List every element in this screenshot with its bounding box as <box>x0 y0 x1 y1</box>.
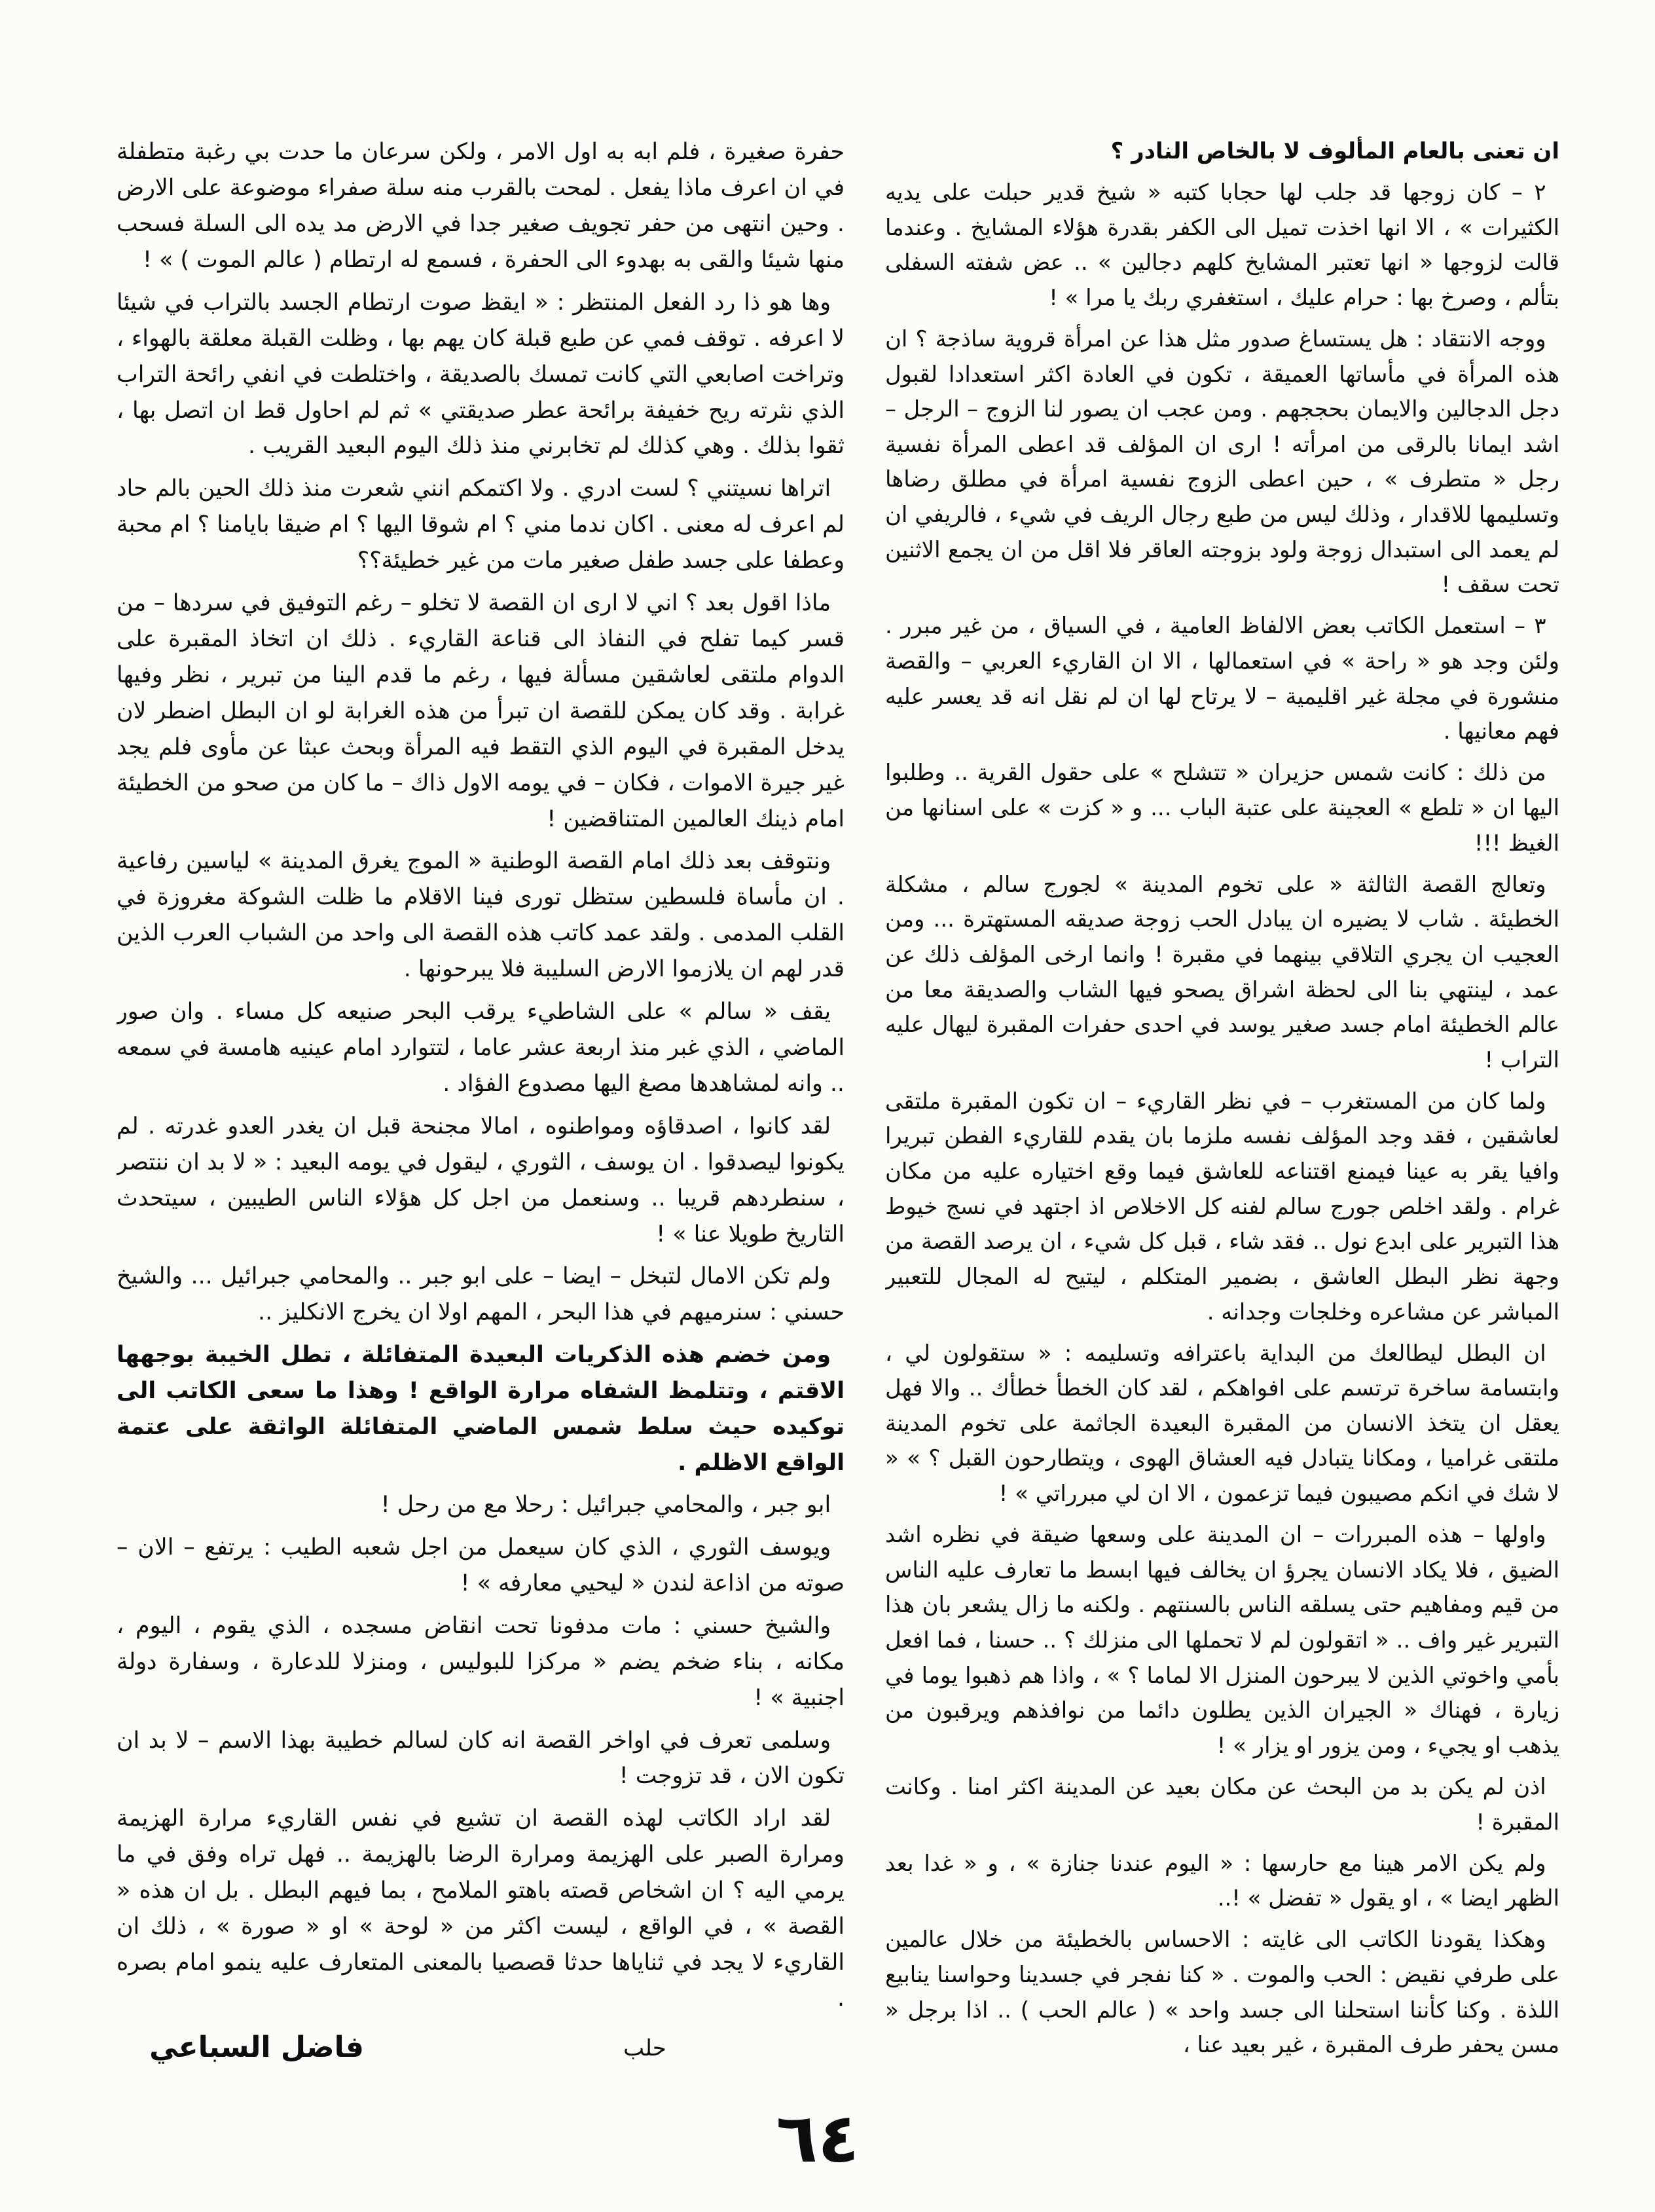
right-column <box>885 134 1559 2069</box>
paragraph: ولم تكن الامال لتبخل – ايضا – على ابو جبر .. والمحامي جبرائيل ... والشيخ حسني : سنرميهم في هذا البحر ، المهم اولا ان يخرج الانكليز .. <box>117 1263 845 1326</box>
signature-city: حلب <box>623 2035 666 2061</box>
left-column <box>117 134 845 2023</box>
paragraph: اتراها نسيتني ؟ لست ادري . ولا اكتمكم انني شعرت منذ ذلك الحين بالم حاد لم اعرف له معنى . اكان ندما مني ؟ ام شوقا اليها ؟ ام ضيقا بايامنا ؟ ام محبة وعطفا على جسد طفل صغير مات من غير خطيئة؟؟ <box>117 475 845 574</box>
paragraph: ابو جبر ، والمحامي جبرائيل : رحلا مع من رحل ! <box>380 1492 831 1519</box>
paragraph: وهكذا يقودنا الكاتب الى غايته : الاحساس بالخطيئة من خلال عالمين على طرفي نقيض : الحب والموت . « كنا نفجر في جسدينا وحواسنا ينابيع اللذة . وكنا كأننا استحلنا الى جسد واحد » ( عالم الحب ) .. اذا برجل « مسن يحفر طرف المقبرة ، غير بعيد عنا ، <box>885 1927 1559 2059</box>
paragraph: ولم يكن الامر هينا مع حارسها : « اليوم عندنا جنازة » ، و « غدا بعد الظهر ايضا » ، او يقول « تفضل » !.. <box>885 1851 1559 1912</box>
paragraph: لقد كانوا ، اصدقاؤه ومواطنوه ، امالا مجنحة قبل ان يغدر العدو غدرته . لم يكونوا ليصدقوا . ان يوسف ، الثوري ، ليقول في يومه البعيد : « لا بد ان ننتصر ، سنطردهم قريبا .. وسنعمل من اجل كل هؤلاء الناس الطيبين ، سيتحدث التاريخ طويلا عنا » ! <box>117 1113 845 1247</box>
paragraph: اذن لم يكن بد من البحث عن مكان بعيد عن المدينة اكثر امنا . وكانت المقبرة ! <box>885 1774 1559 1835</box>
paragraph: ووجه الانتقاد : هل يستساغ صدور مثل هذا عن امرأة قروية ساذجة ؟ ان هذه المرأة في مأساتها العميقة ، تكون في العادة اكثر استعدادا لقبول دجل الدجالين والايمان بحججهم . ومن عجب ان يصور لنا الزوج – الرجل – اشد ايمانا بالرقى من امرأته ! ارى ان المؤلف قد اعطى المرأة نفسية رجل « متطرف » ، حين اعطى الزوج نفسية امرأة في مطلق رضاها وتسليمها للاقدار ، وذلك ليس من طبع رجال الريف في شيء ، فالريفي ان لم يعمد الى استبدال زوجة ولود بزوجته العاقر فلا اقل من ان يجمع الاثنين تحت سقف ! <box>885 327 1559 599</box>
paragraph: ولما كان من المستغرب – في نظر القاريء – ان تكون المقبرة ملتقى لعاشقين ، فقد وجد المؤلف نفسه ملزما بان يقدم للقاريء الفطن تبريرا وافيا يقر به عينا فيمنع اقتناعه للعاشق فيما وقع اختياره عليه من مكان غرام . ولقد اخلص جورج سالم لفنه كل الاخلاص اذ اجتهد في نسج خيوط هذا التبرير على ابدع نول .. فقد شاء ، قبل كل شيء ، ان يرصد القصة من وجهة نظر البطل العاشق ، بضمير المتكلم ، ليتيح له المجال للتعبير المباشر عن مشاعره وخلجات وجدانه . <box>885 1088 1559 1325</box>
paragraph: من ذلك : كانت شمس حزيران « تتشلح » على حقول القرية .. وطلبوا اليها ان « تلطع » العجينة على عتبة الباب ... و « كزت » على اسنانها من الغيظ !!! <box>885 760 1559 857</box>
paragraph: ان تعنى بالعام المألوف لا بالخاص النادر ؟ <box>1110 139 1559 164</box>
paragraph: ان البطل ليطالعك من البداية باعترافه وتسليمه : « ستقولون لي ، وابتسامة ساخرة ترتسم على افواهكم ، لقد كان الخطأ خطأك .. والا فهل يعقل ان يتخذ الانسان من المقبرة البعيدة الجاثمة على تخوم المدينة ملتقى غراميا ، ومكانا يتبادل فيه العشاق الهوى ، ويتطارحون القبل ؟ » « لا شك في انكم مصيبون فيما تزعمون ، الا ان لي مبرراتي » ! <box>885 1340 1559 1507</box>
paragraph: والشيخ حسني : مات مدفونا تحت انقاض مسجده ، الذي يقوم ، اليوم ، مكانه ، بناء ضخم يضم « مركزا للبوليس ، ومنزلا للدعارة ، وسفارة دولة اجنبية » ! <box>117 1612 845 1711</box>
page-number: ٦٤ <box>776 2098 860 2178</box>
paragraph: ٢ – كان زوجها قد جلب لها حجابا كتبه « شيخ قدير حبلت على يديه الكثيرات » ، الا انها اخذت تميل الى الكفر بقدرة هؤلاء المشايخ . وعندما قالت لزوجها « انها تعتبر المشايخ كلهم دجالين » .. عض شفته السفلى بتألم ، وصرخ بها : حرام عليك ، استغفري ربك يا مرا » ! <box>885 180 1559 311</box>
paragraph: وها هو ذا رد الفعل المنتظر : « ايقظ صوت ارتطام الجسد بالتراب في شيئا لا اعرفه . توقف فمي عن طبع قبلة كان يهم بها ، وظلت القبلة معلقة بالهواء ، وتراخت اصابعي التي كانت تمسك بالصديقة ، واختلطت في انفي رائحة التراب الذي نثرته ريح خفيفة برائحة عطر صديقتي » ثم لم احاول قط ان اتصل بها ، ثقوا بذلك . وهي كذلك لم تخابرني منذ ذلك اليوم البعيد القريب . <box>117 289 845 460</box>
paragraph: وتعالج القصة الثالثة « على تخوم المدينة » لجورج سالم ، مشكلة الخطيئة . شاب لا يضيره ان يبادل الحب زوجة صديقه المستهترة ... ومن العجيب ان يجري التلاقي بينهما في مقبرة ! وانما ارخى المؤلف ذلك عن عمد ، لينتهي بنا الى لحظة اشراق يصحو فيها الشاب والصديقة معا من عالم الخطيئة امام جسد صغير يوسد في احدى حفرات المقبرة ليهال عليه التراب ! <box>885 872 1559 1073</box>
paragraph: واولها – هذه المبررات – ان المدينة على وسعها ضيقة في نظره اشد الضيق ، فلا يكاد الانسان يجرؤ ان يخالف فيها ابسط ما تعارف عليه الناس من قيم ومفاهيم حتى يسلقه الناس بالسنتهم . ولكنه ما زال يشعر بان هذا التبرير غير واف .. « اتقولون لم لا تحملها الى منزلك ؟ .. حسنا ، فما افعل بأمي واخوتي الذين لا يبرحون المنزل الا لماما ؟ » ، واذا هم ذهبوا يوما في زيارة ، فهناك « الجيران الذين يطلون دائما من نوافذهم ويرقبون من يذهب او يجيء ، ومن يزور او يزار » ! <box>885 1522 1559 1759</box>
paragraph: لقد اراد الكاتب لهذه القصة ان تشيع في نفس القاريء مرارة الهزيمة ومرارة الصبر على الهزيمة ومرارة الرضا بالهزيمة .. فهل تراه وفق في ما يرمي اليه ؟ ان اشخاص قصته باهتو الملامح ، بما فيهم البطل . بل ان هذه « القصة » ، في الواقع ، ليست اكثر من « لوحة » او « صورة » ، ذلك ان القاريء لا يجد في ثناياها حدثا قصصيا بالمعنى المتعارف عليه ينمو امام بصره . <box>117 1805 845 2012</box>
paragraph: ويوسف الثوري ، الذي كان سيعمل من اجل شعبه الطيب : يرتفع – الان – صوته من اذاعة لندن « ليحيي معارفه » ! <box>117 1534 845 1597</box>
paragraph: حفرة صغيرة ، فلم ابه به اول الامر ، ولكن سرعان ما حدت بي رغبة متطفلة في ان اعرف ماذا يفعل . لمحت بالقرب منه سلة صفراء موضوعة على الارض . وحين انتهى من حفر تجويف صغير جدا في الارض مد يده الى السلة فسحب منها شيئا والقى به بهدوء الى الحفرة ، فسمع له ارتطام ( عالم الموت ) » ! <box>117 139 845 273</box>
author-signature: فاضل السباعي <box>149 2031 364 2064</box>
paragraph: يقف « سالم » على الشاطيء يرقب البحر صنيعه كل مساء . وان صور الماضي ، الذي غبر منذ اربعة عشر عاما ، لتتوارد امام عينيه هامسة في سمعه .. وانه لمشاهدها مصغ اليها مصدوع الفؤاد . <box>117 998 845 1097</box>
paragraph: ماذا اقول بعد ؟ اني لا ارى ان القصة لا تخلو – رغم التوفيق في سردها – من قسر كيما تفلح في النفاذ الى قناعة القاريء . ذلك ان اتخاذ المقبرة على الدوام ملتقى لعاشقين مسألة فيها ، رغم ما قدم الينا من تبرير ، نظر وفيها غرابة . وقد كان يمكن للقصة ان تبرأ من هذه الغرابة لو ان البطل اضطر لان يدخل المقبرة في اليوم الذي التقط فيه المرأة وبحث عبثا عن مأوى فلم يجد غير جيرة الاموات ، فكان – في يومه الاول ذاك – ما كان من صحو من الخطيئة امام ذينك العالمين المتناقضين ! <box>117 589 845 832</box>
paragraph: وسلمى تعرف في اواخر القصة انه كان لسالم خطيبة بهذا الاسم – لا بد ان تكون الان ، قد تزوجت ! <box>117 1727 845 1790</box>
paragraph: ٣ – استعمل الكاتب بعض الالفاظ العامية ، في السياق ، من غير مبرر . ولئن وجد هو « راحة » في استعمالها ، الا ان القاريء العربي – والقصة منشورة في مجلة غير اقليمية – لا يرتاح لها ان لم نقل انه قد يعسر عليه فهم معانيها . <box>885 614 1559 745</box>
paragraph: ونتوقف بعد ذلك امام القصة الوطنية « الموج يغرق المدينة » لياسين رفاعية . ان مأساة فلسطين ستظل تورى فينا الاقلام ما ظلت الشوكة مغروزة في القلب المدمى . ولقد عمد كاتب هذه القصة الى واحد من الشباب العرب الذين قدر لهم ان يلازموا الارض السليبة فلا يبرحونها . <box>117 848 845 983</box>
paragraph: ومن خضم هذه الذكريات البعيدة المتفائلة ، تطل الخيبة بوجهها الاقتم ، وتتلمظ الشفاه مرارة الواقع ! وهذا ما سعى الكاتب الى توكيده حيث سلط شمس الماضي المتفائلة الواثقة على عتمة الواقع الاظلم . <box>117 1341 845 1476</box>
